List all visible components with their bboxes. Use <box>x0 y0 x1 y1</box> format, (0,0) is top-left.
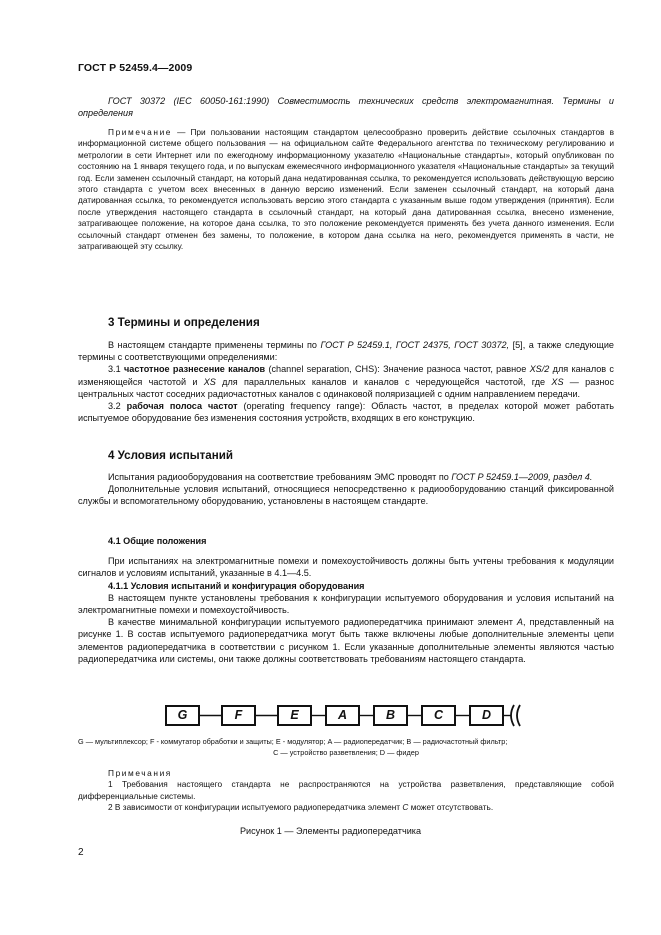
section-4-1-heading: 4.1 Общие положения <box>108 536 207 546</box>
section-4-1-1-heading: 4.1.1 Условия испытаний и конфигурация оборудования <box>108 580 365 591</box>
antenna-arc-inner <box>517 705 520 726</box>
note-on-references <box>78 127 614 252</box>
section-3-heading: 3 Термины и определения <box>108 316 260 329</box>
term-3-1-title: частотное разнесение каналов <box>123 364 266 375</box>
page-number: 2 <box>78 847 84 858</box>
figure-1-diagram <box>165 703 525 729</box>
antenna-arc-outer <box>511 705 514 726</box>
term-3-2: 3.2 рабочая полоса частот (operating frequency range): Область частот, в пределах которой может работать испытуемое оборудование без изменения состояния устройств, входящих в его конструкцию. <box>78 401 614 424</box>
section-4-1-1-p2: В качестве минимальной конфигурации испытуемого радиопередатчика принимают элемент А, представленный на рисунке 1. В состав испытуемого радиопередатчика могут быть также включены любые дополнительные элементы цепи элементов радиопередатчика в соответствии с рисунком 1. Если указанные дополнительные элементы являются частью радиопередатчика или системы, они также должны соответствовать требованиям настоящего стандарта. <box>78 617 614 664</box>
element-e-box: E <box>277 705 312 726</box>
figure-1-legend: G — мультиплексор; F - коммутатор обработки и защиты; E - модулятор; A — радиопередатчик; B — радиочастотный фильтр; C — устройство разветвления; D — фидер <box>78 737 508 757</box>
element-b-box: B <box>373 705 408 726</box>
figure-1-caption: Рисунок 1 — Элементы радиопередатчика <box>239 826 422 836</box>
section-4-1-1-p1: В настоящем пункте установлены требования к конфигурации испытуемого оборудования и условия испытаний на электромагнитные помехи и помехоустойчивость. <box>78 592 614 616</box>
section-4-p2: Дополнительные условия испытаний, относящиеся непосредственно к радиооборудованию станций фиксированной службы и вспомогательному оборудованию, установлены в настоящем стандарте. <box>78 484 614 507</box>
note-1: 1 Требования настоящего стандарта не распространяются на устройства разветвления, представляющие собой дифференциальные системы. <box>78 779 614 801</box>
term-3-1: 3.1 частотное разнесение каналов (channel separation, CHS): Значение разноса частот, равное XS/2 для каналов с изменяющейся частотой и XS для параллельных каналов и каналов с чередующейся частотой, где XS — разнос центральных частот соседних радиочастотных каналов с одинаковой поляризацией с одним направлением передачи. <box>78 364 614 399</box>
notes-label: Примечания <box>108 768 172 778</box>
document-header: ГОСТ Р 52459.4—2009 <box>78 62 193 74</box>
section-4-body <box>78 471 614 508</box>
element-a-box: A <box>325 705 360 726</box>
section-3-intro: В настоящем стандарте применены термины по ГОСТ Р 52459.1, ГОСТ 24375, ГОСТ 30372, [5], а также следующие термины с соответствующими определениями: <box>78 340 614 363</box>
term-3-2-title: рабочая полоса частот <box>126 401 238 412</box>
section-4-p1: Испытания радиооборудования на соответствие требованиям ЭМС проводят по ГОСТ Р 52459.1—2009, раздел 4. <box>108 472 593 482</box>
note-label: Примечание <box>108 127 173 137</box>
note-text: — При пользовании настоящим стандартом целесообразно проверить действие ссылочных стандартов в информационной системе общего пользования — на официальном сайте Федерального агентства по техническому регулированию и метрологии в сети Интернет или по ежегодному информационному указателю «Национальные стандарты», который опубликован по состоянию на 1 января текущего года, и по выпускам ежемесячного информационного указателя «Национальные стандарты» за текущий год. Если заменен ссылочный стандарт, на который дана недатированная ссылка, то рекомендуется использовать действующую версию этого стандарта с учетом всех внесенных в данную версию изменений. Если заменен ссылочный стандарт, на который дана датированная ссылка, то рекомендуется использовать версию этого стандарта с указанным выше годом утверждения (принятия). Если после утверждения настоящего стандарта в ссылочный стандарт, на который дана датированная ссылка, внесено изменение, затрагивающее положение, на которое дана ссылка, то это положение рекомендуется применять без учета данного изменения. Если ссылочный стандарт отменен без замены, то положение, в котором дана ссылка на него, рекомендуется применять в части, не затрагивающей эту ссылку. <box>78 127 614 252</box>
reference-gost-30372: ГОСТ 30372 (IEC 60050-161:1990) Совместимость технических средств электромагнитная. Термины и определения <box>78 96 614 119</box>
section-4-1-text: При испытаниях на электромагнитные помехи и помехоустойчивость должны быть учтены требования к модуляции сигналов и условиям испытаний, указанные в 4.1—4.5. <box>78 556 614 579</box>
element-c-box: C <box>421 705 456 726</box>
figure-1-notes <box>78 768 614 814</box>
section-4-1 <box>78 535 614 665</box>
section-4-heading: 4 Условия испытаний <box>108 449 233 462</box>
note-2: 2 В зависимости от конфигурации испытуемого радиопередатчика элемент С может отсутствовать. <box>108 802 494 813</box>
section-3-body <box>78 339 614 424</box>
element-d-box: D <box>469 705 504 726</box>
element-g-box: G <box>165 705 200 726</box>
element-f-box: F <box>221 705 256 726</box>
